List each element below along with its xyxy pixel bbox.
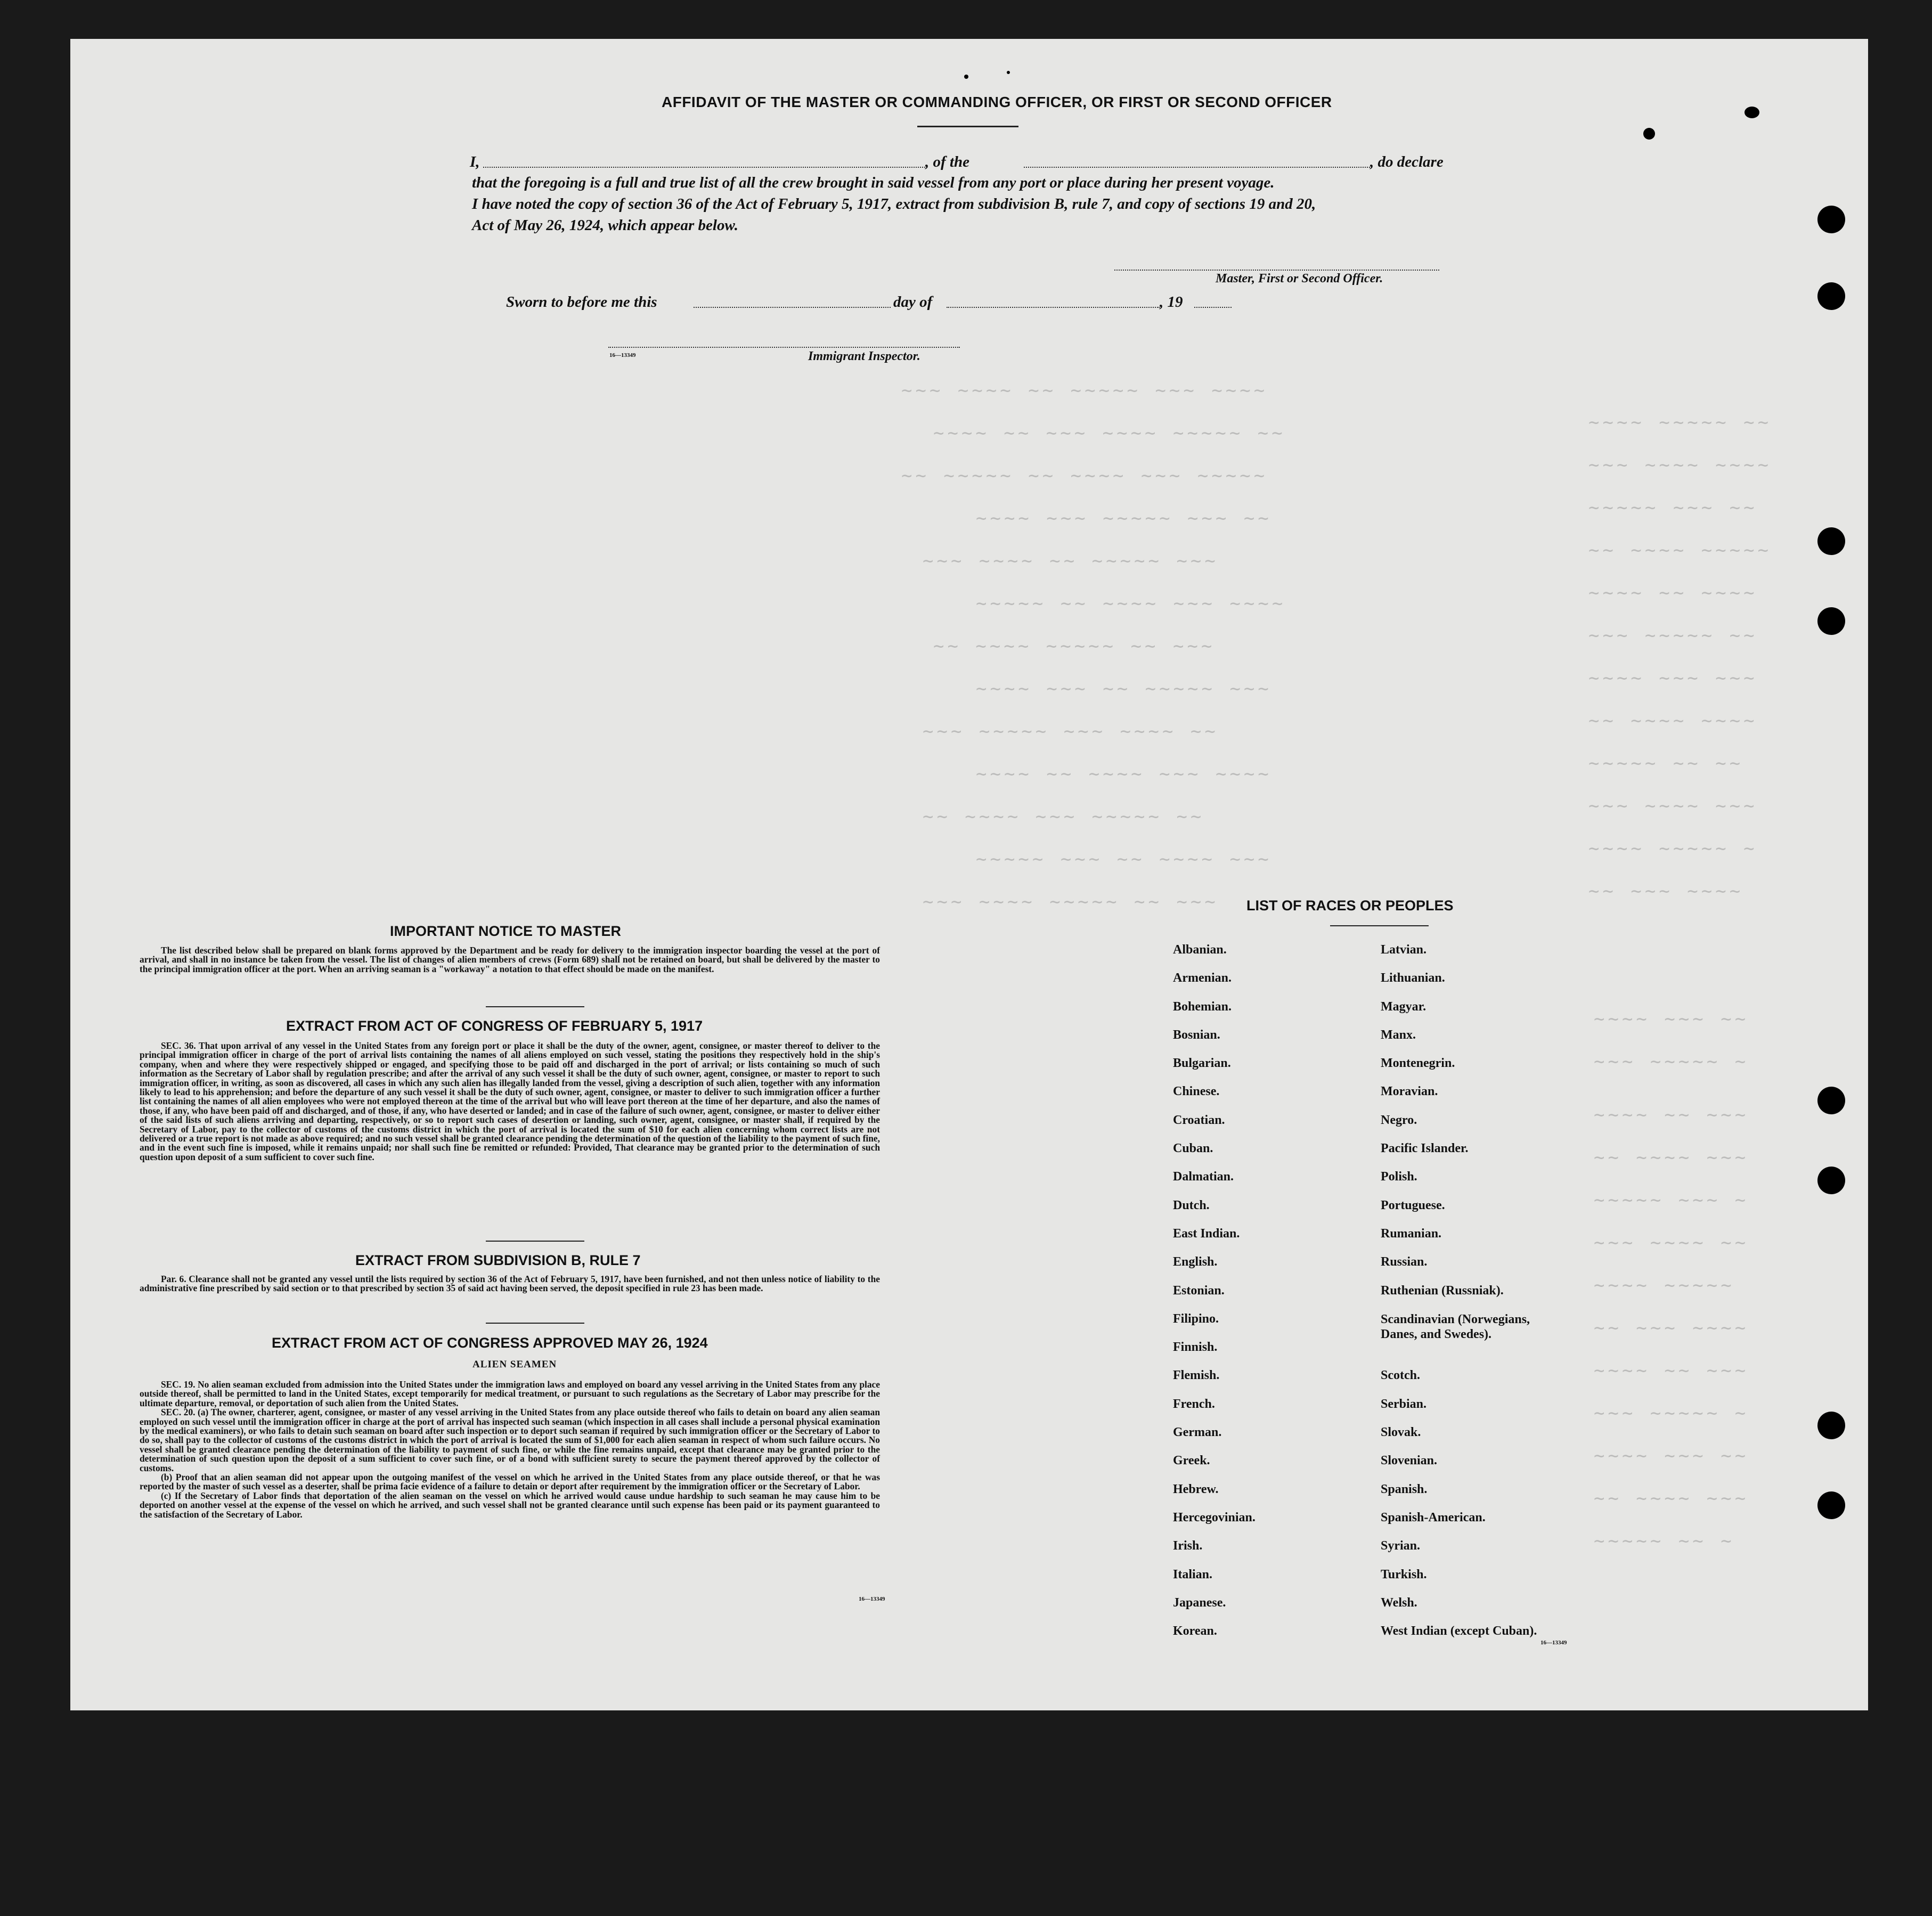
race-item: Greek.	[1173, 1454, 1210, 1468]
sworn-prefix: Sworn to before me this	[506, 293, 657, 311]
race-item: Bulgarian.	[1173, 1056, 1231, 1071]
race-item: Pacific Islander.	[1381, 1142, 1469, 1156]
race-item: Negro.	[1381, 1113, 1417, 1127]
signature-line[interactable]	[1114, 270, 1439, 271]
act1917-rule	[486, 1241, 584, 1242]
document-sheet: ~~~ ~~~~ ~~ ~~~~~ ~~~ ~~~~ ~~~~ ~~ ~~~ ~~~~ ~~~~~ ~~ ~~ ~~~~~ ~~ ~~~~ ~~~ ~~~~~ ~~~~ ~~~ ~~~~~ ~~~ ~~ ~~~ ~~~~ ~~ ~~~~~ ~~~ ~~~~~ ~~ ~~~~ ~~~ ~~~~ ~~ ~~~~ ~~~~~ ~~ ~~~ ~~~~ ~~~ ~~ ~~~~~ ~~~ ~~~ ~~~~~ ~~~ ~~~~ ~~ ~~~~ ~~ ~~~~ ~~~ ~~~~ ~~ ~~~~ ~~~ ~~~~~ ~~ ~~~~~ ~~~ ~~ ~~~~ ~~~ ~~~ ~~~~ ~~~~~ ~~ ~~~ ~~~~ ~~~~~ ~~ ~~~ ~~~~ ~~~~ ~~~~~ ~~~ ~~ ~~ ~~~~ ~~~~~ ~~~~ ~~ ~~~~ ~~~ ~~~~~ ~~ ~~~~ ~~~ ~~~ ~~ ~~~~ ~~~~ ~~~~~ ~~ ~~ ~~~ ~~~~ ~~~ ~~~~ ~~~~~ ~ ~~ ~~~ ~~~~ ~~~~ ~~~ ~~ ~~~ ~~~~~ ~ ~~~~ ~~ ~~~ ~~ ~~~~ ~~~ ~~~~~ ~~~ ~ ~~~ ~~~~ ~~ ~~~~ ~~~~~ ~~ ~~~ ~~~~ ~~~~ ~~ ~~~ ~~~ ~~~~~ ~ ~~~~ ~~~ ~~ ~~ ~~~~ ~~~ ~~~~~ ~~ ~ AFFIDAVIT OF THE MASTER OR COMMANDING OFFICER, OR FIRST OR SECOND OFFICER I, , of the , do declare that the foregoing is a full and true list of all the crew brought in said vessel from any port or place during her present voyage. I have noted the copy of section 36 of the Act of February 5, 1917, extract from subdivision B, rule 7, and copy of sections 19 and 20, Act of May 26, 1924, which appear below. Master, First or Second Officer. Sworn to before me this day of , 19 16—13349 Immigrant Inspector. IMPORTANT NOTICE TO MASTER The list described below shall be prepared on blank forms approved by the Department and be ready for delivery to the immigration inspector boarding the vessel at the port of arrival, and shall in no instance be taken from the vessel. The list of changes of alien members of crews (Form 689) shall not be retained on board, but shall be delivered by the master to the principal immigration officer at the port. When an arriving seaman is a "workaway" a notation to that effect should be made on the manifest. EXTRACT FROM ACT OF CONGRESS OF FEBRUARY 5, 1917 SEC. 36. That upon arrival of any vessel in the United States from any foreign port or place it shall be the duty of the owner, agent, consignee, or master thereof to deliver to the principal immigration officer in charge of the port of arrival lists containing the names of all aliens employed on such vessel, stating the positions they respectively hold in the ship's company, when and where they were respectively shipped or engaged, and specifying those to be paid off and discharged in the port of arrival; or lists containing so much of such information as the Secretary of Labor shall by regulation prescribe; and after the arrival of any such vessel it shall be the duty of such owner, agent, consignee, or master to report to such immigration officer, in writing, as soon as discovered, all cases in which any such alien has illegally landed from the vessel, giving a description of such alien, together with any information likely to lead to his apprehension; and before the departure of any such vessel it shall be the duty of such owner, agent, consignee, or master to deliver to such immigration officer a further list containing the names of all alien employees who were not employed thereon at the time of the arrival but who will leave port thereon at the time of her departure, and also the names of those, if any, who have been paid off and discharged, and of those, if any, who have deserted or landed; and in case of the failure of such owner, agent, consignee, or master to deliver either of the said lists of such aliens arriving and departing, respectively, or so to report such cases of desertion or landing, such owner, agent, consignee, or master shall, if required by the Secretary of Labor, pay to the collector of customs of the customs district in which the port of arrival is located the sum of $10 for each alien concerning whom correct lists are not delivered or a true report is not made as above required; and no such vessel shall be granted clearance pending the determination of the question of the liability to the payment of such fine, and in the event such fine is imposed, while it remains unpaid; nor shall such fine be remitted or refunded: Provided, That clearance may be granted prior to the determination of such question upon deposit of a sum sufficient to cover such fine. EXTRACT FROM SUBDIVISION B, RULE 7 Par. 6. Clearance shall not be granted any vessel until the lists required by section 36 of the Act of February 5, 1917, have been furnished, and not then unless notice of liability to the administrative fine prescribed by said section or to that prescribed by section 35 of said act having been served, the deposit specified in rule 23 has been made. EXTRACT FROM ACT OF CONGRESS APPROVED MAY 26, 1924 ALIEN SEAMEN SEC. 19. No alien seaman excluded from admission into the United States under the immigration laws and employed on board any vessel arriving in the United States from any place outside thereof, shall be permitted to land in the United States, except temporarily for medical treatment, or pursuant to such regulations as the Secretary of Labor may prescribe for the ultimate departure, removal, or deportation of such alien from the United States. SEC. 20. (a) The owner, charterer, agent, consignee, or master of any vessel arriving in the United States from any place outside thereof who fails to detain on board any alien seaman employed on such vessel until the immigration officer in charge at the port of arrival has inspected such seaman (which inspection in all cases shall include a personal physical examination by the medical examiners), or who fails to detain such seaman on board after such inspection or to deport such seaman if required by such immigration officer or the Secretary of Labor to do so, shall pay to the collector of customs of the customs district in which the port of arrival is located the sum of $1,000 for each alien seaman in respect of whom such failure occurs. No vessel shall be granted clearance pending the determination of the liability to payment of such fine, or while the fine remains unpaid, except that clearance may be granted prior to the determination of such question upon the deposit of a sum sufficient to cover such fine, or of a bond with sufficient surety to secure the payment thereof approved by the collector of customs. (b) Proof that an alien seaman did not appear upon the outgoing manifest of the vessel on which he arrived in the United States from any place outside thereof, or that he was reported by the master of such vessel as a deserter, shall be prima facie evidence of a failure to detain or deport after requirement by the immigration officer or the Secretary of Labor. (c) If the Secretary of Labor finds that deportation of the alien seaman on the vessel on which he arrived would cause undue hardship to such seaman he may cause him to be deported on another vessel at the expense of the vessel on which he arrived, and such vessel shall not be granted clearance until such expense has been paid or its payment guaranteed to the satisfaction of the Secretary of Labor. 16—13349 LIST OF RACES OR PEOPLES Albanian. Armenian. Bohemian. Bosnian. Bulgarian. Chinese. Croatian. Cuban. Dalmatian. Dutch. East Indian. English. Estonian. Filipino. Finnish. Flemish. French. German. Greek. Hebrew. Hercegovinian. Irish. Italian. Japanese. Korean. Latvian. Lithuanian. Magyar. Manx. Montenegrin. Moravian. Negro. Pacific Islander. Polish. Portuguese. Rumanian. Russian. Ruthenian (Russniak). Scandinavian (Norwegians, Danes, and Swedes). Scotch. Serbian. Slovak. Slovenian. Spanish. Spanish-American. Syrian. Turkish. Welsh. West Indian (except Cuban). 16—13349	[70, 39, 1868, 1710]
race-item: Hercegovinian.	[1173, 1510, 1256, 1524]
race-item: Polish.	[1381, 1170, 1417, 1184]
race-item: Turkish.	[1381, 1567, 1427, 1581]
punch-hole-icon	[1817, 1491, 1845, 1519]
punch-hole-icon	[1817, 1167, 1845, 1194]
act1924-sec20b: (b) Proof that an alien seaman did not appear upon the outgoing manifest of the vessel on which he arrived in the United States from any place outside thereof, or that he was reported by the master of such vessel as a deserter, shall be prima facie evidence of a failure to detain or deport after requirement by the immigration officer or the Secretary of Labor.	[140, 1472, 880, 1492]
affidavit-title: AFFIDAVIT OF THE MASTER OR COMMANDING OFFICER, OR FIRST OR SECOND OFFICER	[662, 94, 1332, 110]
punch-hole-icon	[1817, 527, 1845, 555]
speck	[1643, 128, 1655, 140]
race-item: Dalmatian.	[1173, 1170, 1234, 1184]
form-number: 16—13349	[609, 352, 636, 358]
affidavit-line3: I have noted the copy of section 36 of the Act of February 5, 1917, extract from subdivision B, rule 7, and copy of sections 19 and 20,	[472, 195, 1316, 213]
act1924-body	[140, 1380, 880, 1519]
race-item: Magyar.	[1381, 999, 1426, 1014]
race-item: West Indian (except Cuban).	[1381, 1624, 1537, 1638]
sworn-day-blank[interactable]	[694, 307, 891, 308]
race-item: Croatian.	[1173, 1113, 1225, 1127]
title-rule	[917, 126, 1018, 127]
rule7-title: EXTRACT FROM SUBDIVISION B, RULE 7	[355, 1252, 641, 1268]
race-item: East Indian.	[1173, 1226, 1240, 1241]
affidavit-i: I,	[470, 153, 480, 170]
sworn-day-of: day of	[893, 293, 933, 311]
act1917-title: EXTRACT FROM ACT OF CONGRESS OF FEBRUARY 5, 1917	[286, 1018, 703, 1034]
race-item: Bohemian.	[1173, 999, 1232, 1014]
race-item: Filipino.	[1173, 1311, 1219, 1326]
notice-title: IMPORTANT NOTICE TO MASTER	[390, 923, 621, 939]
race-item: Scotch.	[1381, 1368, 1420, 1383]
race-item: Spanish-American.	[1381, 1510, 1486, 1524]
race-item: Scandinavian (Norwegians, Danes, and Swedes).	[1381, 1312, 1530, 1341]
race-item: Dutch.	[1173, 1198, 1210, 1212]
sworn-month-blank[interactable]	[947, 307, 1160, 308]
speck	[1744, 107, 1759, 118]
race-item: Japanese.	[1173, 1595, 1226, 1610]
affidavit-declare: , do declare	[1370, 153, 1444, 170]
race-item: English.	[1173, 1255, 1218, 1269]
vessel-blank[interactable]	[1024, 167, 1370, 168]
punch-hole-icon	[1817, 282, 1845, 310]
race-item: Serbian.	[1381, 1397, 1427, 1411]
race-item: Albanian.	[1173, 943, 1227, 957]
punch-hole-icon	[1817, 607, 1845, 635]
act1924-title: EXTRACT FROM ACT OF CONGRESS APPROVED MAY 26, 1924	[272, 1335, 708, 1351]
race-item: Korean.	[1173, 1624, 1217, 1638]
affidavit-of-the: , of the	[925, 153, 969, 170]
race-item: Armenian.	[1173, 971, 1232, 985]
race-item: Irish.	[1173, 1539, 1203, 1553]
race-item: Bosnian.	[1173, 1028, 1220, 1042]
act1917-text: SEC. 36. That upon arrival of any vessel in the United States from any foreign port or place it shall be the duty of the owner, agent, consignee, or master thereof to deliver to the principal immigration officer in charge of the port of arrival lists containing the names of all aliens employed on such vessel, stating the positions they respectively hold in the ship's company, when and where they were respectively shipped or engaged, and specifying those to be paid off and discharged in the port of arrival; or lists containing so much of such information as the Secretary of Labor shall by regulation prescribe; and after the arrival of any such vessel it shall be the duty of such owner, agent, consignee, or master to report to such immigration officer, in writing, as soon as discovered, all cases in which any such alien has illegally landed from the vessel, giving a description of such alien, together with any information likely to lead to his apprehension; and before the departure of any such vessel it shall be the duty of such owner, agent, consignee, or master to deliver to such immigration officer a further list containing the names of all alien employees who were not employed thereon at the time of the arrival but who will leave port thereon at the time of her departure, and also the names of those, if any, who have been paid off and discharged, and of those, if any, who have deserted or landed; and in case of the failure of such owner, agent, consignee, or master to deliver either of the said lists of such aliens arriving and departing, respectively, or so to report such cases of desertion or landing, such owner, agent, consignee, or master shall, if required by the Secretary of Labor, pay to the collector of customs of the customs district in which the port of arrival is located the sum of $10 for each alien concerning whom correct lists are not delivered or a true report is not made as above required; and no such vessel shall be granted clearance pending the determination of the question of the liability to the payment of such fine, and in the event such fine is imposed, while it remains unpaid; nor shall such fine be remitted or refunded: Provided, That clearance may be granted prior to the determination of such question upon deposit of a sum sufficient to cover such fine.	[140, 1040, 880, 1162]
race-item: Ruthenian (Russniak).	[1381, 1283, 1504, 1298]
sworn-year-blank[interactable]	[1194, 307, 1232, 308]
punch-hole-icon	[1817, 206, 1845, 233]
race-item: Manx.	[1381, 1028, 1416, 1042]
sworn-year: , 19	[1160, 293, 1183, 311]
act1924-sec19: SEC. 19. No alien seaman excluded from admission into the United States under the immigration laws and employed on board any vessel arriving in the United States from any place outside thereof, shall be permitted to land in the United States, except temporarily for medical treatment, or pursuant to such regulations as the Secretary of Labor may prescribe for the ultimate departure, removal, or deportation of such alien from the United States.	[140, 1379, 880, 1408]
race-item: Cuban.	[1173, 1142, 1213, 1156]
notice-rule	[486, 1006, 584, 1007]
race-item: Lithuanian.	[1381, 971, 1445, 985]
inspector-caption: Immigrant Inspector.	[808, 349, 920, 363]
race-item: Slovenian.	[1381, 1454, 1438, 1468]
inspector-line[interactable]	[608, 347, 960, 348]
act1924-subtitle: ALIEN SEAMEN	[472, 1359, 557, 1370]
race-item: Latvian.	[1381, 943, 1427, 957]
race-item: German.	[1173, 1425, 1222, 1440]
race-item: Slovak.	[1381, 1425, 1421, 1440]
speck	[964, 75, 968, 79]
race-item: Moravian.	[1381, 1085, 1438, 1099]
race-item: Chinese.	[1173, 1085, 1220, 1099]
affidavit-line4: Act of May 26, 1924, which appear below.	[472, 217, 738, 234]
race-item: Finnish.	[1173, 1340, 1218, 1355]
race-item: Russian.	[1381, 1255, 1428, 1269]
rule7-text: Par. 6. Clearance shall not be granted any vessel until the lists required by section 36 of the Act of February 5, 1917, have been furnished, and not then unless notice of liability to the administrative fine prescribed by said section or to that prescribed by section 35 of said act having been served, the deposit specified in rule 23 has been made.	[140, 1274, 880, 1294]
punch-hole-icon	[1817, 1412, 1845, 1439]
races-col1	[1173, 943, 1256, 1652]
race-item: French.	[1173, 1397, 1215, 1411]
signature-caption: Master, First or Second Officer.	[1216, 272, 1383, 286]
races-rule	[1330, 925, 1429, 926]
race-item: Portuguese.	[1381, 1198, 1445, 1212]
race-item: Welsh.	[1381, 1595, 1417, 1610]
race-item: Montenegrin.	[1381, 1056, 1455, 1071]
punch-hole-icon	[1817, 1087, 1845, 1114]
act1924-form-number: 16—13349	[859, 1596, 885, 1602]
name-blank[interactable]	[483, 167, 925, 168]
races-form-number: 16—13349	[1540, 1640, 1567, 1646]
affidavit-line2: that the foregoing is a full and true list of all the crew brought in said vessel from any port or place during her present voyage.	[472, 174, 1275, 191]
act1924-sec20a: SEC. 20. (a) The owner, charterer, agent, consignee, or master of any vessel arriving in the United States from any place outside thereof who fails to detain on board any alien seaman employed on such vessel until the immigration officer in charge at the port of arrival has inspected such seaman (which inspection in all cases shall include a personal physical examination by the medical examiners), or who fails to detain such seaman on board after such inspection or to deport such seaman if required by such immigration officer or the Secretary of Labor to do so, shall pay to the collector of customs of the customs district in which the port of arrival is located the sum of $1,000 for each alien seaman in respect of whom such failure occurs. No vessel shall be granted clearance pending the determination of the liability to payment of such fine, or while the fine remains unpaid, except that clearance may be granted prior to the determination of such question upon the deposit of a sum sufficient to cover such fine, or of a bond with sufficient surety to secure the payment thereof approved by the collector of customs.	[140, 1407, 880, 1473]
race-item: Syrian.	[1381, 1539, 1421, 1553]
race-item: Rumanian.	[1381, 1226, 1442, 1241]
rule7-rule	[486, 1323, 584, 1324]
race-item: Italian.	[1173, 1567, 1213, 1581]
race-item: Spanish.	[1381, 1482, 1428, 1496]
notice-text: The list described below shall be prepared on blank forms approved by the Department and be ready for delivery to the immigration inspector boarding the vessel at the port of arrival, and shall in no instance be taken from the vessel. The list of changes of alien members of crews (Form 689) shall not be retained on board, but shall be delivered by the master to the principal immigration officer at the port. When an arriving seaman is a "workaway" a notation to that effect should be made on the manifest.	[140, 945, 880, 974]
races-col2	[1381, 943, 1615, 1652]
act1924-sec20c: (c) If the Secretary of Labor finds that deportation of the alien seaman on the vessel on which he arrived would cause undue hardship to such seaman he may cause him to be deported on another vessel at the expense of the vessel on which he arrived, and such vessel shall not be granted clearance until such expense has been paid or its payment guaranteed to the satisfaction of the Secretary of Labor.	[140, 1490, 880, 1520]
races-title: LIST OF RACES OR PEOPLES	[1246, 898, 1454, 914]
race-item: Flemish.	[1173, 1368, 1220, 1383]
speck	[1007, 71, 1010, 74]
race-item: Estonian.	[1173, 1283, 1225, 1298]
race-item: Hebrew.	[1173, 1482, 1219, 1496]
